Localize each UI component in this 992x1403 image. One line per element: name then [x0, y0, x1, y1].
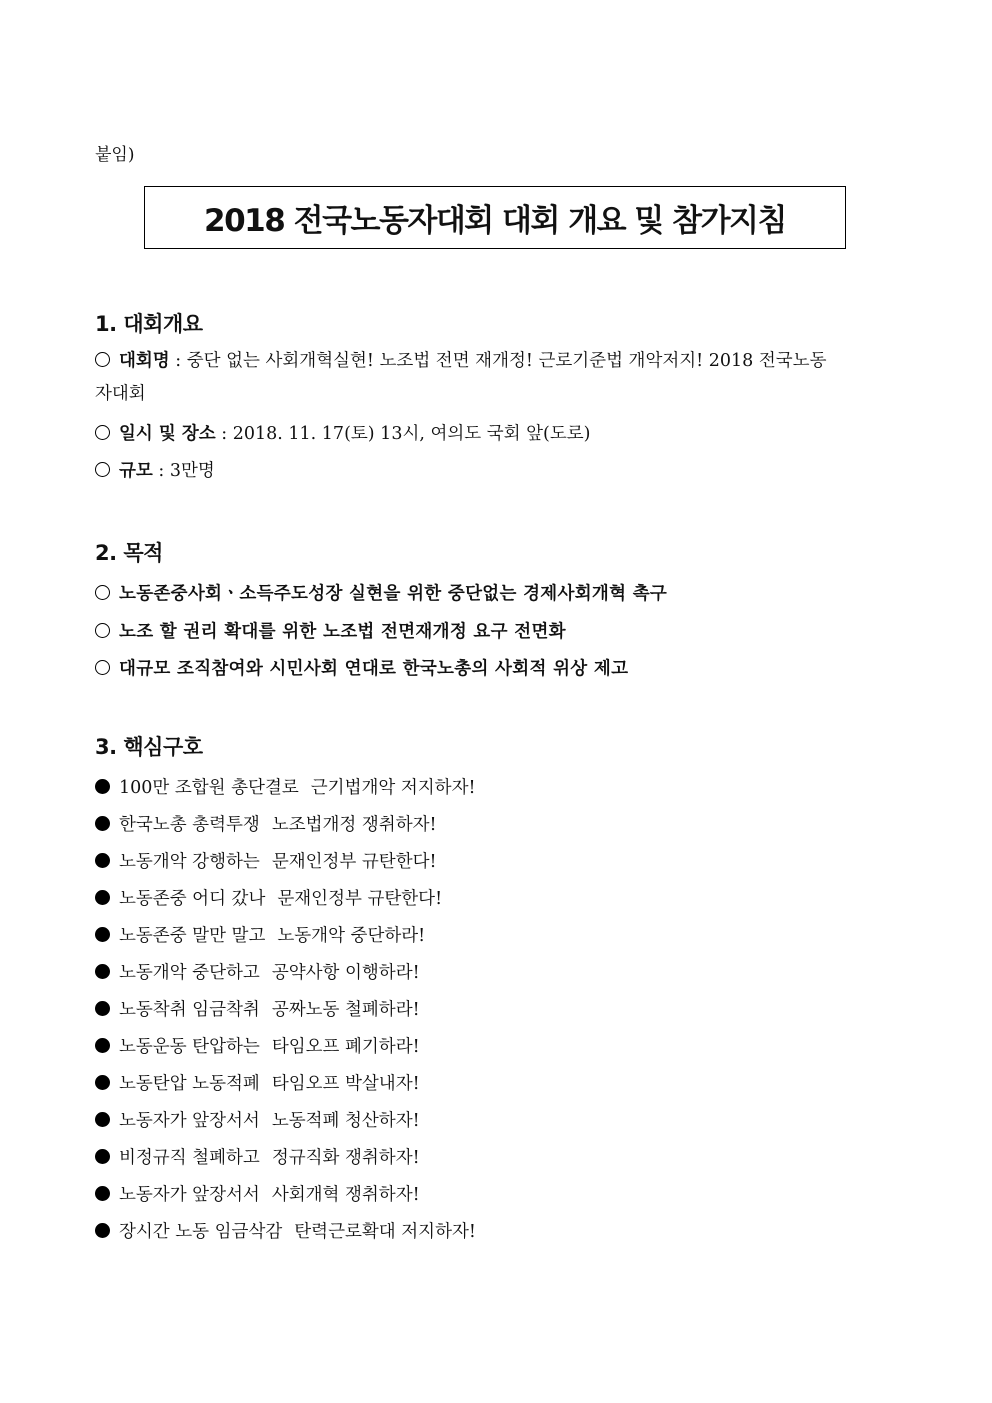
slogan-part-a: 노동존중 어디 갔나 — [119, 889, 266, 909]
purpose-item — [95, 580, 667, 605]
item-label: 규모 — [119, 461, 153, 481]
section-heading-overview: 1. 대회개요 — [95, 312, 203, 336]
filled-circle-icon — [95, 779, 110, 794]
hollow-circle-icon — [95, 462, 110, 477]
slogan-part-b: 공약사항 이행하라! — [271, 963, 420, 983]
slogan-part-b: 근기법개악 저지하자! — [310, 778, 476, 798]
item-label: 대회명 — [119, 351, 170, 371]
item-label: 일시 및 장소 — [119, 424, 216, 444]
slogan-item — [95, 1218, 476, 1243]
slogan-part-b: 사회개혁 쟁취하자! — [271, 1185, 420, 1205]
slogan-part-b: 타임오프 폐기하라! — [271, 1037, 420, 1057]
filled-circle-icon — [95, 964, 110, 979]
filled-circle-icon — [95, 816, 110, 831]
attachment-label: 붙임) — [95, 145, 135, 165]
slogan-part-b: 문재인정부 규탄한다! — [271, 852, 437, 872]
purpose-item — [95, 618, 566, 643]
overview-item-scale — [95, 457, 215, 482]
slogan-item — [95, 1107, 420, 1132]
slogan-item — [95, 1070, 420, 1095]
overview-item-name — [95, 345, 900, 411]
slogan-item — [95, 996, 420, 1021]
filled-circle-icon — [95, 1223, 110, 1238]
slogan-part-b: 타임오프 박살내자! — [271, 1074, 420, 1094]
slogan-part-a: 노동개악 강행하는 — [119, 852, 260, 872]
hollow-circle-icon — [95, 623, 110, 638]
slogan-part-a: 100만 조합원 총단결로 — [119, 778, 299, 798]
slogan-item — [95, 1144, 420, 1169]
filled-circle-icon — [95, 1149, 110, 1164]
document-title: 2018 전국노동자대회 대회 개요 및 참가지침 — [204, 203, 786, 239]
slogan-item — [95, 848, 437, 873]
item-text-continued: 자대회 — [95, 384, 146, 404]
item-text: : 3만명 — [152, 461, 215, 481]
purpose-text: 노동존중사회ㆍ소득주도성장 실현을 위한 중단없는 경제사회개혁 촉구 — [119, 584, 668, 604]
slogan-part-b: 공짜노동 철폐하라! — [271, 1000, 420, 1020]
slogan-part-b: 탄력근로확대 저지하자! — [294, 1222, 476, 1242]
slogan-part-a: 노동착취 임금착취 — [119, 1000, 260, 1020]
slogan-part-a: 노동탄압 노동적폐 — [119, 1074, 260, 1094]
hollow-circle-icon — [95, 352, 110, 367]
slogan-part-b: 노동적폐 청산하자! — [271, 1111, 420, 1131]
filled-circle-icon — [95, 1112, 110, 1127]
filled-circle-icon — [95, 1001, 110, 1016]
slogan-part-b: 노조법개정 쟁취하자! — [271, 815, 437, 835]
item-text: : 2018. 11. 17(토) 13시, 여의도 국회 앞(도로) — [215, 424, 591, 444]
item-text: : 중단 없는 사회개혁실현! 노조법 전면 재개정! 근로기준법 개악저지! 2018 전국노동 — [169, 351, 827, 371]
filled-circle-icon — [95, 1186, 110, 1201]
slogan-part-a: 노동자가 앞장서서 — [119, 1185, 260, 1205]
filled-circle-icon — [95, 1075, 110, 1090]
slogan-item — [95, 774, 476, 799]
hollow-circle-icon — [95, 660, 110, 675]
slogan-part-a: 장시간 노동 임금삭감 — [119, 1222, 283, 1242]
hollow-circle-icon — [95, 585, 110, 600]
slogan-part-a: 한국노총 총력투쟁 — [119, 815, 260, 835]
section-heading-slogans: 3. 핵심구호 — [95, 735, 203, 759]
purpose-item — [95, 655, 628, 680]
filled-circle-icon — [95, 890, 110, 905]
slogan-part-a: 노동개악 중단하고 — [119, 963, 260, 983]
slogan-part-a: 노동자가 앞장서서 — [119, 1111, 260, 1131]
filled-circle-icon — [95, 853, 110, 868]
filled-circle-icon — [95, 1038, 110, 1053]
hollow-circle-icon — [95, 425, 110, 440]
slogan-part-b: 노동개악 중단하라! — [277, 926, 426, 946]
title-box — [144, 186, 846, 249]
slogan-item — [95, 811, 437, 836]
slogan-item — [95, 1033, 420, 1058]
slogan-part-b: 문재인정부 규탄한다! — [277, 889, 443, 909]
overview-item-datetime — [95, 420, 591, 445]
section-heading-purpose: 2. 목적 — [95, 541, 163, 565]
filled-circle-icon — [95, 927, 110, 942]
slogan-part-a: 비정규직 철폐하고 — [119, 1148, 260, 1168]
slogan-part-a: 노동운동 탄압하는 — [119, 1037, 260, 1057]
slogan-item — [95, 1181, 420, 1206]
slogan-item — [95, 885, 442, 910]
slogan-part-a: 노동존중 말만 말고 — [119, 926, 266, 946]
slogan-part-b: 정규직화 쟁취하자! — [271, 1148, 420, 1168]
slogan-item — [95, 959, 420, 984]
slogan-item — [95, 922, 425, 947]
purpose-text: 대규모 조직참여와 시민사회 연대로 한국노총의 사회적 위상 제고 — [119, 659, 629, 679]
purpose-text: 노조 할 권리 확대를 위한 노조법 전면재개정 요구 전면화 — [119, 622, 566, 642]
